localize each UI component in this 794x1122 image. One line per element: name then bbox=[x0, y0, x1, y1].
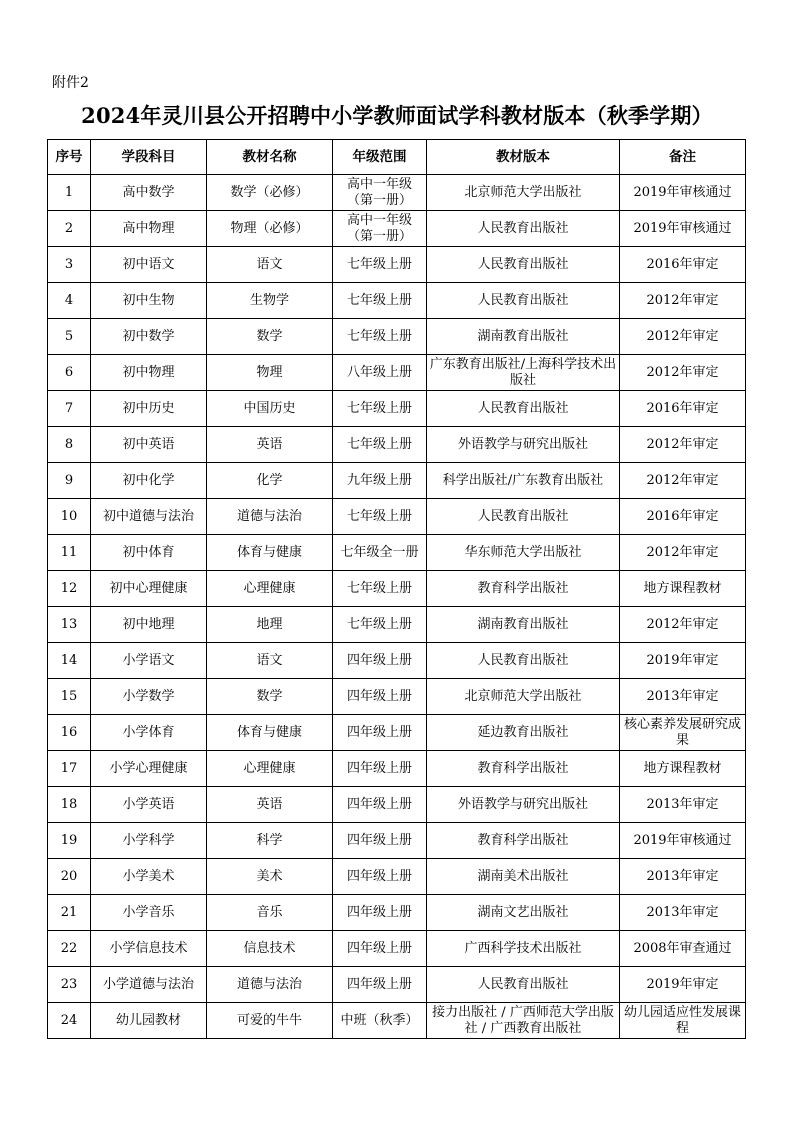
cell-remarks: 2012年审定 bbox=[620, 283, 746, 319]
cell-index: 23 bbox=[48, 967, 91, 1003]
cell-textbook-name: 体育与健康 bbox=[207, 715, 333, 751]
cell-edition: 湖南教育出版社 bbox=[427, 319, 620, 355]
header-remarks: 备注 bbox=[620, 140, 746, 175]
cell-remarks: 2016年审定 bbox=[620, 247, 746, 283]
cell-subject: 小学英语 bbox=[91, 787, 207, 823]
cell-remarks: 2019年审核通过 bbox=[620, 211, 746, 247]
cell-grade-range: 四年级上册 bbox=[333, 823, 427, 859]
page-title: 2024年灵川县公开招聘中小学教师面试学科教材版本（秋季学期） bbox=[81, 103, 713, 128]
table-row bbox=[48, 571, 746, 607]
cell-edition: 广西科学技术出版社 bbox=[427, 931, 620, 967]
cell-index: 24 bbox=[48, 1003, 91, 1039]
cell-textbook-name: 体育与健康 bbox=[207, 535, 333, 571]
cell-textbook-name: 中国历史 bbox=[207, 391, 333, 427]
cell-edition: 人民教育出版社 bbox=[427, 643, 620, 679]
cell-remarks: 核心素养发展研究成果 bbox=[620, 715, 746, 751]
cell-index: 19 bbox=[48, 823, 91, 859]
cell-remarks: 2012年审定 bbox=[620, 355, 746, 391]
cell-remarks: 2019年审核通过 bbox=[620, 175, 746, 211]
cell-index: 6 bbox=[48, 355, 91, 391]
cell-subject: 初中地理 bbox=[91, 607, 207, 643]
table-row bbox=[48, 175, 746, 211]
cell-subject: 小学科学 bbox=[91, 823, 207, 859]
cell-subject: 小学音乐 bbox=[91, 895, 207, 931]
cell-subject: 初中历史 bbox=[91, 391, 207, 427]
cell-subject: 初中化学 bbox=[91, 463, 207, 499]
cell-index: 11 bbox=[48, 535, 91, 571]
cell-textbook-name: 语文 bbox=[207, 247, 333, 283]
cell-index: 16 bbox=[48, 715, 91, 751]
cell-textbook-name: 数学（必修） bbox=[207, 175, 333, 211]
cell-grade-range: 高中一年级（第一册） bbox=[333, 211, 427, 247]
cell-grade-range: 七年级上册 bbox=[333, 319, 427, 355]
header-edition: 教材版本 bbox=[427, 140, 620, 175]
cell-remarks: 2008年审查通过 bbox=[620, 931, 746, 967]
cell-subject: 初中心理健康 bbox=[91, 571, 207, 607]
cell-edition: 外语教学与研究出版社 bbox=[427, 427, 620, 463]
cell-subject: 高中数学 bbox=[91, 175, 207, 211]
cell-edition: 湖南教育出版社 bbox=[427, 607, 620, 643]
cell-grade-range: 七年级上册 bbox=[333, 391, 427, 427]
cell-edition: 湖南文艺出版社 bbox=[427, 895, 620, 931]
cell-textbook-name: 英语 bbox=[207, 427, 333, 463]
cell-subject: 小学体育 bbox=[91, 715, 207, 751]
cell-index: 2 bbox=[48, 211, 91, 247]
cell-remarks: 2019年审核通过 bbox=[620, 823, 746, 859]
cell-subject: 小学美术 bbox=[91, 859, 207, 895]
cell-grade-range: 四年级上册 bbox=[333, 715, 427, 751]
table-row bbox=[48, 319, 746, 355]
cell-textbook-name: 道德与法治 bbox=[207, 499, 333, 535]
cell-edition: 人民教育出版社 bbox=[427, 283, 620, 319]
cell-edition: 广东教育出版社/上海科学技术出版社 bbox=[427, 355, 620, 391]
cell-textbook-name: 心理健康 bbox=[207, 751, 333, 787]
cell-edition: 北京师范大学出版社 bbox=[427, 175, 620, 211]
cell-grade-range: 七年级上册 bbox=[333, 571, 427, 607]
cell-index: 8 bbox=[48, 427, 91, 463]
cell-edition: 科学出版社/广东教育出版社 bbox=[427, 463, 620, 499]
table-row bbox=[48, 823, 746, 859]
table-row bbox=[48, 787, 746, 823]
table-row bbox=[48, 1003, 746, 1039]
cell-edition: 人民教育出版社 bbox=[427, 247, 620, 283]
table-row bbox=[48, 535, 746, 571]
cell-index: 3 bbox=[48, 247, 91, 283]
cell-textbook-name: 物理（必修） bbox=[207, 211, 333, 247]
cell-textbook-name: 地理 bbox=[207, 607, 333, 643]
cell-textbook-name: 语文 bbox=[207, 643, 333, 679]
cell-textbook-name: 化学 bbox=[207, 463, 333, 499]
cell-remarks: 2019年审定 bbox=[620, 967, 746, 1003]
cell-textbook-name: 可爱的牛牛 bbox=[207, 1003, 333, 1039]
header-grade-range: 年级范围 bbox=[333, 140, 427, 175]
cell-grade-range: 九年级上册 bbox=[333, 463, 427, 499]
cell-subject: 初中物理 bbox=[91, 355, 207, 391]
cell-grade-range: 七年级上册 bbox=[333, 247, 427, 283]
cell-remarks: 地方课程教材 bbox=[620, 751, 746, 787]
cell-grade-range: 四年级上册 bbox=[333, 679, 427, 715]
table-row bbox=[48, 643, 746, 679]
cell-index: 14 bbox=[48, 643, 91, 679]
cell-remarks: 2013年审定 bbox=[620, 859, 746, 895]
table-row bbox=[48, 247, 746, 283]
cell-edition: 人民教育出版社 bbox=[427, 967, 620, 1003]
cell-index: 15 bbox=[48, 679, 91, 715]
cell-remarks: 2016年审定 bbox=[620, 391, 746, 427]
cell-textbook-name: 信息技术 bbox=[207, 931, 333, 967]
cell-subject: 小学道德与法治 bbox=[91, 967, 207, 1003]
cell-textbook-name: 心理健康 bbox=[207, 571, 333, 607]
cell-remarks: 2019年审定 bbox=[620, 643, 746, 679]
attachment-label: 附件2 bbox=[52, 75, 89, 91]
cell-remarks: 幼儿园适应性发展课程 bbox=[620, 1003, 746, 1039]
cell-textbook-name: 美术 bbox=[207, 859, 333, 895]
cell-index: 22 bbox=[48, 931, 91, 967]
cell-textbook-name: 生物学 bbox=[207, 283, 333, 319]
cell-index: 9 bbox=[48, 463, 91, 499]
cell-remarks: 2012年审定 bbox=[620, 607, 746, 643]
table-row bbox=[48, 499, 746, 535]
cell-textbook-name: 音乐 bbox=[207, 895, 333, 931]
cell-edition: 教育科学出版社 bbox=[427, 751, 620, 787]
cell-subject: 小学信息技术 bbox=[91, 931, 207, 967]
cell-subject: 幼儿园教材 bbox=[91, 1003, 207, 1039]
cell-edition: 华东师范大学出版社 bbox=[427, 535, 620, 571]
cell-remarks: 2013年审定 bbox=[620, 679, 746, 715]
cell-grade-range: 七年级上册 bbox=[333, 427, 427, 463]
cell-textbook-name: 道德与法治 bbox=[207, 967, 333, 1003]
table-row bbox=[48, 211, 746, 247]
cell-edition: 人民教育出版社 bbox=[427, 499, 620, 535]
cell-subject: 初中道德与法治 bbox=[91, 499, 207, 535]
cell-subject: 初中语文 bbox=[91, 247, 207, 283]
cell-index: 21 bbox=[48, 895, 91, 931]
table-row bbox=[48, 751, 746, 787]
cell-grade-range: 中班（秋季） bbox=[333, 1003, 427, 1039]
cell-remarks: 2012年审定 bbox=[620, 427, 746, 463]
cell-textbook-name: 科学 bbox=[207, 823, 333, 859]
cell-index: 5 bbox=[48, 319, 91, 355]
cell-edition: 湖南美术出版社 bbox=[427, 859, 620, 895]
cell-remarks: 2012年审定 bbox=[620, 319, 746, 355]
cell-textbook-name: 数学 bbox=[207, 319, 333, 355]
cell-remarks: 2016年审定 bbox=[620, 499, 746, 535]
cell-edition: 教育科学出版社 bbox=[427, 571, 620, 607]
cell-grade-range: 四年级上册 bbox=[333, 967, 427, 1003]
cell-grade-range: 四年级上册 bbox=[333, 787, 427, 823]
cell-grade-range: 四年级上册 bbox=[333, 895, 427, 931]
cell-remarks: 2012年审定 bbox=[620, 463, 746, 499]
cell-index: 7 bbox=[48, 391, 91, 427]
cell-textbook-name: 英语 bbox=[207, 787, 333, 823]
cell-grade-range: 七年级上册 bbox=[333, 283, 427, 319]
table-row bbox=[48, 427, 746, 463]
cell-remarks: 2012年审定 bbox=[620, 535, 746, 571]
table-row bbox=[48, 715, 746, 751]
cell-index: 18 bbox=[48, 787, 91, 823]
cell-index: 4 bbox=[48, 283, 91, 319]
table-row bbox=[48, 283, 746, 319]
cell-subject: 初中英语 bbox=[91, 427, 207, 463]
cell-grade-range: 四年级上册 bbox=[333, 751, 427, 787]
cell-grade-range: 七年级上册 bbox=[333, 607, 427, 643]
cell-subject: 初中数学 bbox=[91, 319, 207, 355]
cell-grade-range: 四年级上册 bbox=[333, 643, 427, 679]
table-row bbox=[48, 355, 746, 391]
cell-subject: 初中生物 bbox=[91, 283, 207, 319]
cell-index: 10 bbox=[48, 499, 91, 535]
table-row bbox=[48, 391, 746, 427]
cell-edition: 人民教育出版社 bbox=[427, 391, 620, 427]
cell-textbook-name: 数学 bbox=[207, 679, 333, 715]
header-subject: 学段科目 bbox=[91, 140, 207, 175]
cell-edition: 教育科学出版社 bbox=[427, 823, 620, 859]
cell-index: 13 bbox=[48, 607, 91, 643]
cell-remarks: 2013年审定 bbox=[620, 895, 746, 931]
cell-edition: 接力出版社 / 广西师范大学出版社 / 广西教育出版社 bbox=[427, 1003, 620, 1039]
table-header-row bbox=[48, 140, 746, 175]
header-textbook-name: 教材名称 bbox=[207, 140, 333, 175]
table-row bbox=[48, 967, 746, 1003]
cell-index: 12 bbox=[48, 571, 91, 607]
cell-index: 17 bbox=[48, 751, 91, 787]
table-row bbox=[48, 895, 746, 931]
cell-subject: 小学语文 bbox=[91, 643, 207, 679]
cell-edition: 人民教育出版社 bbox=[427, 211, 620, 247]
table-row bbox=[48, 859, 746, 895]
cell-textbook-name: 物理 bbox=[207, 355, 333, 391]
cell-index: 1 bbox=[48, 175, 91, 211]
cell-subject: 小学数学 bbox=[91, 679, 207, 715]
cell-edition: 外语教学与研究出版社 bbox=[427, 787, 620, 823]
cell-subject: 小学心理健康 bbox=[91, 751, 207, 787]
textbook-table bbox=[47, 139, 746, 1039]
cell-edition: 延边教育出版社 bbox=[427, 715, 620, 751]
cell-index: 20 bbox=[48, 859, 91, 895]
cell-grade-range: 八年级上册 bbox=[333, 355, 427, 391]
cell-edition: 北京师范大学出版社 bbox=[427, 679, 620, 715]
cell-subject: 高中物理 bbox=[91, 211, 207, 247]
cell-grade-range: 四年级上册 bbox=[333, 859, 427, 895]
cell-grade-range: 四年级上册 bbox=[333, 931, 427, 967]
cell-remarks: 2013年审定 bbox=[620, 787, 746, 823]
cell-remarks: 地方课程教材 bbox=[620, 571, 746, 607]
table-row bbox=[48, 607, 746, 643]
table-row bbox=[48, 463, 746, 499]
cell-grade-range: 七年级上册 bbox=[333, 499, 427, 535]
header-index: 序号 bbox=[48, 140, 91, 175]
table-row bbox=[48, 931, 746, 967]
table-row bbox=[48, 679, 746, 715]
cell-subject: 初中体育 bbox=[91, 535, 207, 571]
cell-grade-range: 高中一年级（第一册） bbox=[333, 175, 427, 211]
cell-grade-range: 七年级全一册 bbox=[333, 535, 427, 571]
